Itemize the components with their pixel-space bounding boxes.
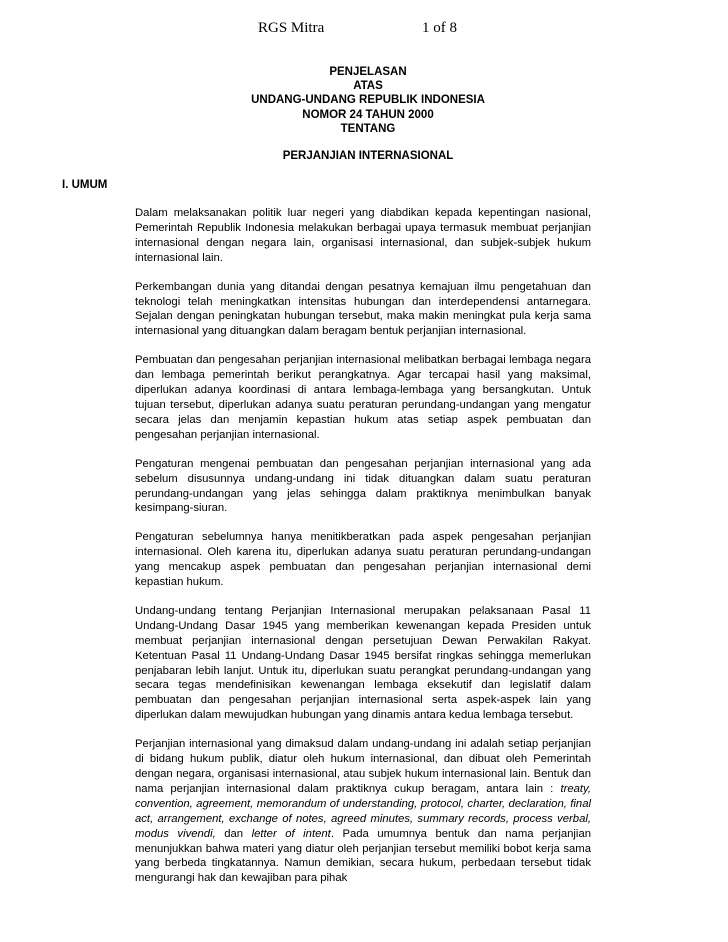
title-line: TENTANG: [340, 122, 396, 135]
paragraph-text: . Pada umumnya bentuk dan nama perjanjian menunjukkan bahwa materi yang diatur oleh perjanjian tersebut memiliki bobot kerja sama yang berbeda tingkatannya. Namun demikian, secara hukum, perbedaan tersebut tidak mengurangi hak dan kewajiban para pihak: [135, 827, 592, 885]
page-indicator: 1 of 8: [422, 20, 457, 36]
document-source: RGS Mitra: [258, 20, 325, 36]
title-line: ATAS: [353, 80, 383, 93]
document-title: [0, 65, 728, 136]
running-header: [0, 20, 728, 40]
paragraph-text: dan: [215, 827, 252, 840]
title-line: PENJELASAN: [329, 66, 407, 78]
section-body: [135, 206, 591, 900]
title-line: NOMOR 24 TAHUN 2000: [302, 108, 434, 121]
body-paragraph: Perkembangan dunia yang ditandai dengan pesatnya kemajuan ilmu pengetahuan dan teknologi telah meningkatkan intensitas hubungan dan interdependensi antarnegara. Sejalan dengan peningkatan hubungan tersebut, maka makin meningkat pula kerja sama internasional yang dituangkan dalam beragam bentuk perjanjian internasional.: [135, 280, 591, 338]
body-paragraph: Dalam melaksanakan politik luar negeri yang diabdikan kepada kepentingan nasional, Pemerintah Republik Indonesia melakukan berbagai upaya termasuk membuat perjanjian internasional dengan negara lain, organisasi internasional, dan subjek-subjek hukum internasional lain.: [135, 207, 591, 264]
agreement-forms-list: treaty, convention, agreement, memorandum of understanding, protocol, charter, declaration, final act, arrangement, exchange of notes, agreed minutes, summary records, process verbal, modus vivendi,: [135, 782, 591, 840]
body-paragraph: Pengaturan mengenai pembuatan dan pengesahan perjanjian internasional yang ada sebelum disusunnya undang-undang ini tidak dituangkan dalam suatu peraturan perundang-undangan yang jelas sehingga dalam praktiknya menimbulkan banyak kesimpang-siuran.: [135, 457, 591, 515]
document-subject: PERJANJIAN INTERNASIONAL: [282, 150, 454, 162]
body-paragraph: Pembuatan dan pengesahan perjanjian internasional melibatkan berbagai lembaga negara dan lembaga pemerintah berikut perangkatnya. Agar tercapai hasil yang maksimal, diperlukan adanya koordinasi di antara lembaga-lembaga yang bersangkutan. Untuk tujuan tersebut, diperlukan adanya suatu peraturan perundang-undangan yang mengatur secara jelas dan menjamin kepastian hukum atas setiap aspek pembuatan dan pengesahan perjanjian internasional.: [135, 354, 591, 441]
section-heading: I. UMUM: [62, 179, 108, 191]
title-line: UNDANG-UNDANG REPUBLIK INDONESIA: [251, 94, 485, 107]
body-paragraph: Undang-undang tentang Perjanjian Internasional merupakan pelaksanaan Pasal 11 Undang-Undang Dasar 1945 yang memberikan kewenangan kepada Presiden untuk membuat perjanjian internasional dengan persetujuan Dewan Perwakilan Rakyat. Ketentuan Pasal 11 Undang-Undang Dasar 1945 bersifat ringkas sehingga memerlukan penjabaran lebih lanjut. Untuk itu, diperlukan suatu perangkat perundang-undangan yang secara tegas mendefinisikan kewenangan lembaga eksekutif dan legislatif dalam pembuatan dan pengesahan perjanjian internasional serta aspek-aspek lain yang diperlukan dalam mewujudkan hubungan yang dinamis antara kedua lembaga tersebut.: [135, 604, 591, 722]
body-paragraph: Pengaturan sebelumnya hanya menitikberatkan pada aspek pengesahan perjanjian internasional. Oleh karena itu, diperlukan adanya suatu peraturan perundang-undangan yang mencakup aspek pembuatan dan pengesahan perjanjian internasional demi kepastian hukum.: [135, 531, 591, 589]
paragraph-text: Perjanjian internasional yang dimaksud dalam undang-undang ini adalah setiap perjanjian di bidang hukum publik, diatur oleh hukum internasional, dan dibuat oleh Pemerintah dengan negara, organisasi internasional, atau subjek hukum internasional lain. Bentuk dan nama perjanjian internasional dalam praktiknya cukup beragam, antara lain :: [135, 738, 591, 795]
body-paragraph: [135, 737, 591, 886]
agreement-form-term: letter of intent: [251, 827, 331, 840]
